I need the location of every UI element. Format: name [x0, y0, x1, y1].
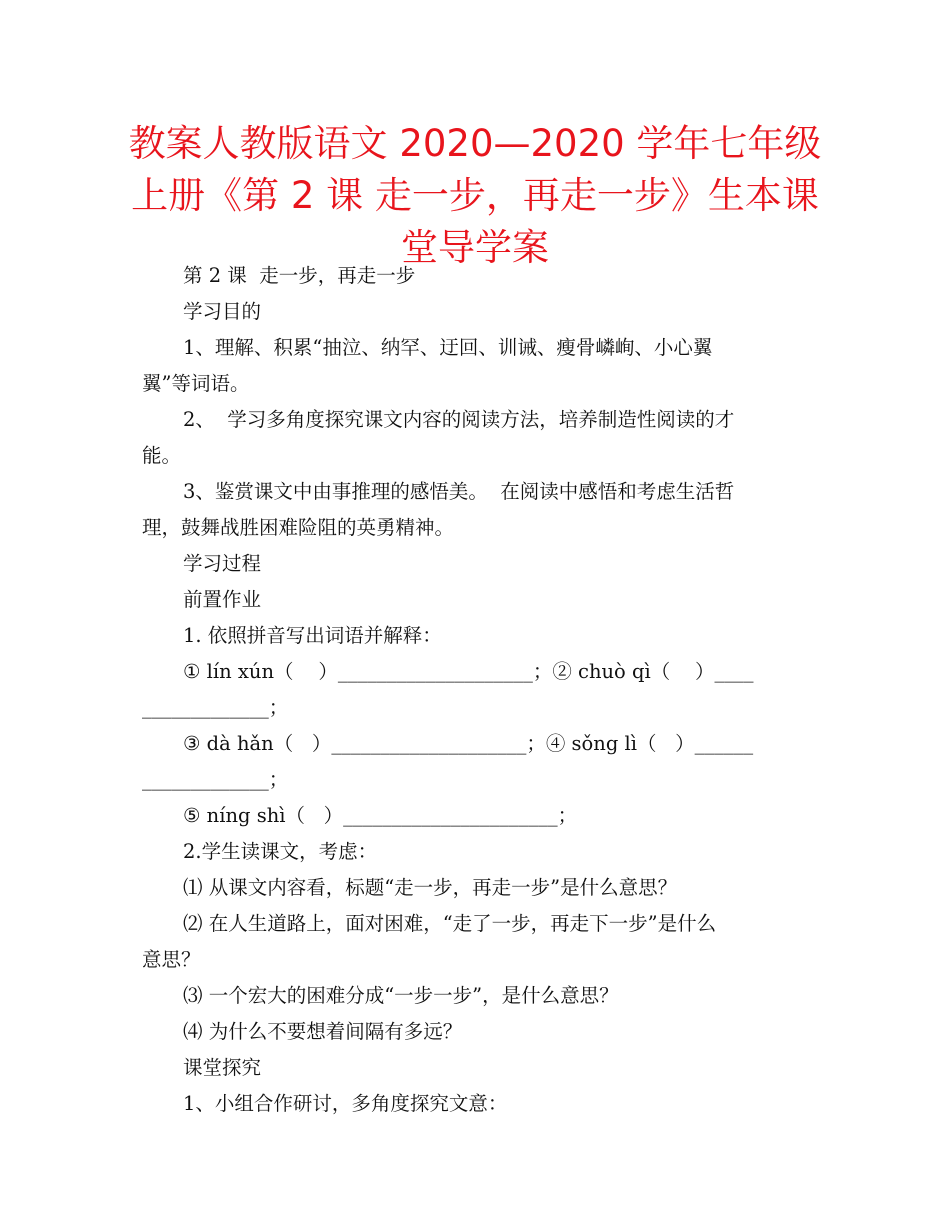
- question-item: ⑴ 从课文内容看，标题“走一步，再走一步”是什么意思？: [183, 876, 678, 899]
- question-item: ⑶ 一个宏大的困难分成“一步一步”，是什么意思？: [183, 984, 619, 1007]
- lesson-heading: 第 2 课 走一步，再走一步: [183, 264, 416, 287]
- pinyin-exercise-line: ① lín xún（ ）____________________；② chuò qì（ ）____: [183, 660, 754, 683]
- objective-item-continuation: 理，鼓舞战胜困难险阻的英勇精神。: [142, 516, 455, 539]
- objective-item: 3、鉴赏课文中由事推理的感悟美。 在阅读中感悟和考虑生活哲: [183, 480, 735, 503]
- question-item: ⑵ 在人生道路上，面对困难，“走了一步，再走下一步”是什么: [183, 912, 717, 935]
- exercise-prompt: 1. 依照拼音写出词语并解释：: [183, 624, 442, 647]
- title-line: 教案人教版语文 2020—2020 学年七年级: [128, 122, 822, 165]
- document-title: [120, 118, 830, 274]
- pinyin-exercise-line: ③ dà hǎn（ ）____________________；④ sǒng lì（ ）______: [183, 732, 754, 755]
- title-line: 堂导学案: [401, 226, 549, 269]
- pinyin-exercise-continuation: _____________；: [142, 768, 289, 791]
- question-item: ⑷ 为什么不要想着间隔有多远？: [183, 1020, 463, 1043]
- document-body: [142, 258, 812, 1122]
- title-line: 上册《第 2 课 走一步，再走一步》生本课: [131, 174, 819, 217]
- section-heading: 课堂探究: [183, 1056, 262, 1079]
- pinyin-exercise-line: ⑤ níng shì（ ）______________________；: [183, 804, 578, 827]
- subsection-heading: 前置作业: [183, 588, 262, 611]
- objective-item: 1、理解、积累“抽泣、纳罕、迂回、训诫、瘦骨嶙峋、小心翼: [183, 336, 713, 359]
- objective-item-continuation: 能。: [142, 444, 182, 467]
- section-heading: 学习目的: [183, 300, 262, 323]
- question-item-continuation: 意思？: [142, 948, 201, 971]
- pinyin-exercise-continuation: _____________；: [142, 696, 289, 719]
- objective-item-continuation: 翼”等词语。: [142, 372, 250, 395]
- section-heading: 学习过程: [183, 552, 262, 575]
- activity-item: 1、小组合作研讨，多角度探究文意：: [183, 1092, 508, 1115]
- exercise-prompt: 2.学生读课文，考虑：: [183, 840, 378, 863]
- objective-item: 2、 学习多角度探究课文内容的阅读方法，培养制造性阅读的才: [183, 408, 735, 431]
